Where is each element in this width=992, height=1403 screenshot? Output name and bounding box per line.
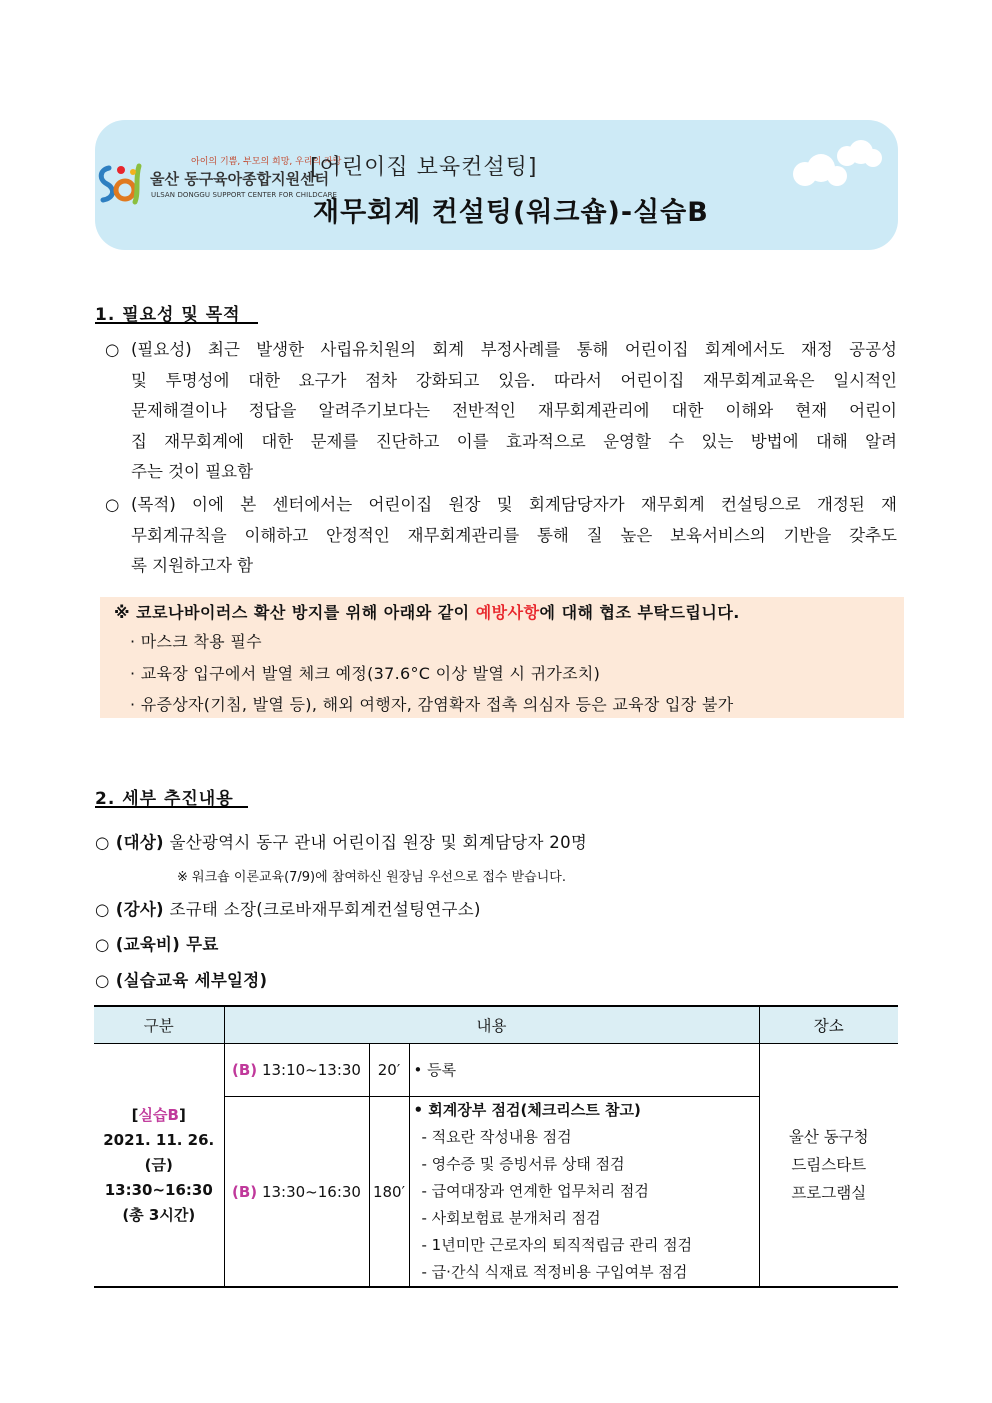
place-line: 드림스타트 (791, 1156, 867, 1174)
content-item: - 영수증 및 증빙서류 상태 점검 (421, 1155, 625, 1173)
session-time: 13:10~13:30 (261, 1061, 361, 1079)
logo-slogan: 아이의 기쁨, 부모의 희망, 우리의 자랑 (191, 157, 342, 167)
section1-title-underline (95, 322, 258, 324)
session-time: 13:30~16:30 (261, 1182, 361, 1201)
logo-mark-icon (95, 158, 147, 210)
place-line: 프로그램실 (791, 1184, 867, 1202)
fee-label: ○ (교육비) 무료 (95, 935, 219, 954)
category-time: 13:30~16:30 (104, 1180, 213, 1199)
content-item: - 적요란 작성내용 점검 (421, 1128, 572, 1146)
content-item: - 급·간식 식재료 적정비용 구입여부 점검 (421, 1263, 688, 1281)
time-cell (224, 1044, 369, 1097)
place-line: 울산 동구청 (788, 1128, 869, 1146)
paragraph-line: (목적) 이에 본 센터에서는 어린이집 원장 및 회계담당자가 재무회계 컨설팅으로 개정된 재 (131, 495, 897, 514)
content-cell (409, 1044, 759, 1097)
schedule-line (95, 967, 267, 991)
duration-cell: 20′ (369, 1044, 409, 1097)
page-title: 재무회계 컨설팅(워크숍)-실습B (313, 197, 709, 228)
bullet-circle: ○ (105, 340, 120, 359)
schedule-label: ○ (실습교육 세부일정) (95, 971, 268, 990)
schedule-table (94, 1005, 898, 1288)
content-cell (409, 1097, 759, 1288)
purpose-paragraph (105, 490, 897, 582)
notice-heading (114, 600, 740, 623)
notice-item: · 유증상자(기침, 발열 등), 해외 여행자, 감염확자 접촉 의심자 등은 교육장 입장 불가 (130, 695, 734, 714)
content-item: - 사회보험료 분개처리 점검 (421, 1209, 601, 1227)
header-place: 장소 (759, 1006, 898, 1044)
paragraph-line: 및 투명성에 대한 요구가 점차 강화되고 있음. 따라서 어린이집 재무회계교육은 일시적인 (131, 370, 897, 390)
target-value: 울산광역시 동구 관내 어린이집 원장 및 회계담당자 20명 (163, 833, 588, 852)
target-note: ※ 워크숍 이론교육(7/9)에 참여하신 원장님 우선으로 접수 받습니다. (177, 870, 566, 885)
notice-item: · 마스크 착용 필수 (130, 632, 262, 651)
table-row (94, 1044, 898, 1097)
lecturer-value: 조규태 소장(크로바재무회계컨설팅연구소) (163, 900, 481, 919)
category-name: 실습B (138, 1105, 179, 1124)
notice-heading-highlight: 예방사항 (475, 603, 540, 622)
banner-subtitle: [어린이집 보육컨설팅] (310, 155, 538, 180)
place-cell (759, 1044, 898, 1288)
content-item: • 등록 (413, 1060, 457, 1079)
necessity-paragraph (105, 335, 897, 488)
category-date: 2021. 11. 26.(금) (103, 1130, 215, 1174)
logo-name: 울산 동구육아종합지원센터 (150, 170, 330, 188)
section2-title: 2. 세부 추진내용 (95, 789, 234, 809)
session-tag: (B) (232, 1061, 258, 1079)
header-banner (95, 120, 898, 250)
content-item: • 회계장부 점검(체크리스트 참고) (413, 1101, 641, 1119)
paragraph-line: (필요성) 최근 발생한 사립유치원의 회계 부정사례를 통해 어린이집 회계에서도 재정 공공성 (131, 340, 897, 359)
purpose-text (131, 490, 897, 582)
center-logo (95, 150, 342, 220)
notice-heading-post: 에 대해 협조 부탁드립니다. (539, 603, 740, 622)
table-header-row (94, 1006, 898, 1044)
time-cell (224, 1097, 369, 1288)
content-item: - 1년미만 근로자의 퇴직적립금 관리 점검 (421, 1236, 693, 1254)
category-bracket: [ (131, 1105, 139, 1124)
lecturer-label: ○ (강사) (95, 900, 164, 919)
category-cell (94, 1044, 224, 1288)
lecturer-line (95, 896, 481, 920)
category-bracket: ] (178, 1105, 186, 1124)
target-label: ○ (대상) (95, 833, 164, 852)
section2-title-underline (95, 806, 248, 808)
category-total: (총 3시간) (122, 1205, 196, 1224)
session-tag: (B) (232, 1182, 258, 1201)
section1-title: 1. 필요성 및 목적 (95, 305, 241, 325)
paragraph-line: 집 재무회계에 대한 문제를 진단하고 이를 효과적으로 운영할 수 있는 방법에 대해 알려 (131, 431, 897, 451)
covid-notice-box (100, 597, 904, 718)
content-item: - 급여대장과 연계한 업무처리 점검 (421, 1182, 649, 1200)
notice-heading-pre: ※ 코로나바이러스 확산 방지를 위해 아래와 같이 (114, 603, 476, 622)
bullet-circle: ○ (105, 495, 120, 514)
paragraph-line: 록 지원하고자 함 (131, 556, 254, 575)
cloud-icon (785, 134, 885, 194)
header-content: 내용 (224, 1006, 759, 1044)
logo-english-name: ULSAN DONGGU SUPPORT CENTER FOR CHILDCARE (151, 191, 338, 199)
paragraph-line: 주는 것이 필요함 (131, 462, 254, 481)
target-line (95, 829, 587, 853)
paragraph-line: 문제해결이나 정답을 알려주기보다는 전반적인 재무회계관리에 대한 이해와 현재 어린이 (131, 401, 897, 420)
header-category: 구분 (94, 1006, 224, 1044)
notice-item: · 교육장 입구에서 발열 체크 예정(37.6°C 이상 발열 시 귀가조치) (130, 664, 601, 683)
paragraph-line: 무회계규칙을 이해하고 안정적인 재무회계관리를 통해 질 높은 보육서비스의 기반을 갖추도 (131, 525, 897, 545)
fee-line (95, 931, 219, 955)
necessity-text (131, 335, 897, 488)
duration-cell: 180′ (369, 1097, 409, 1288)
